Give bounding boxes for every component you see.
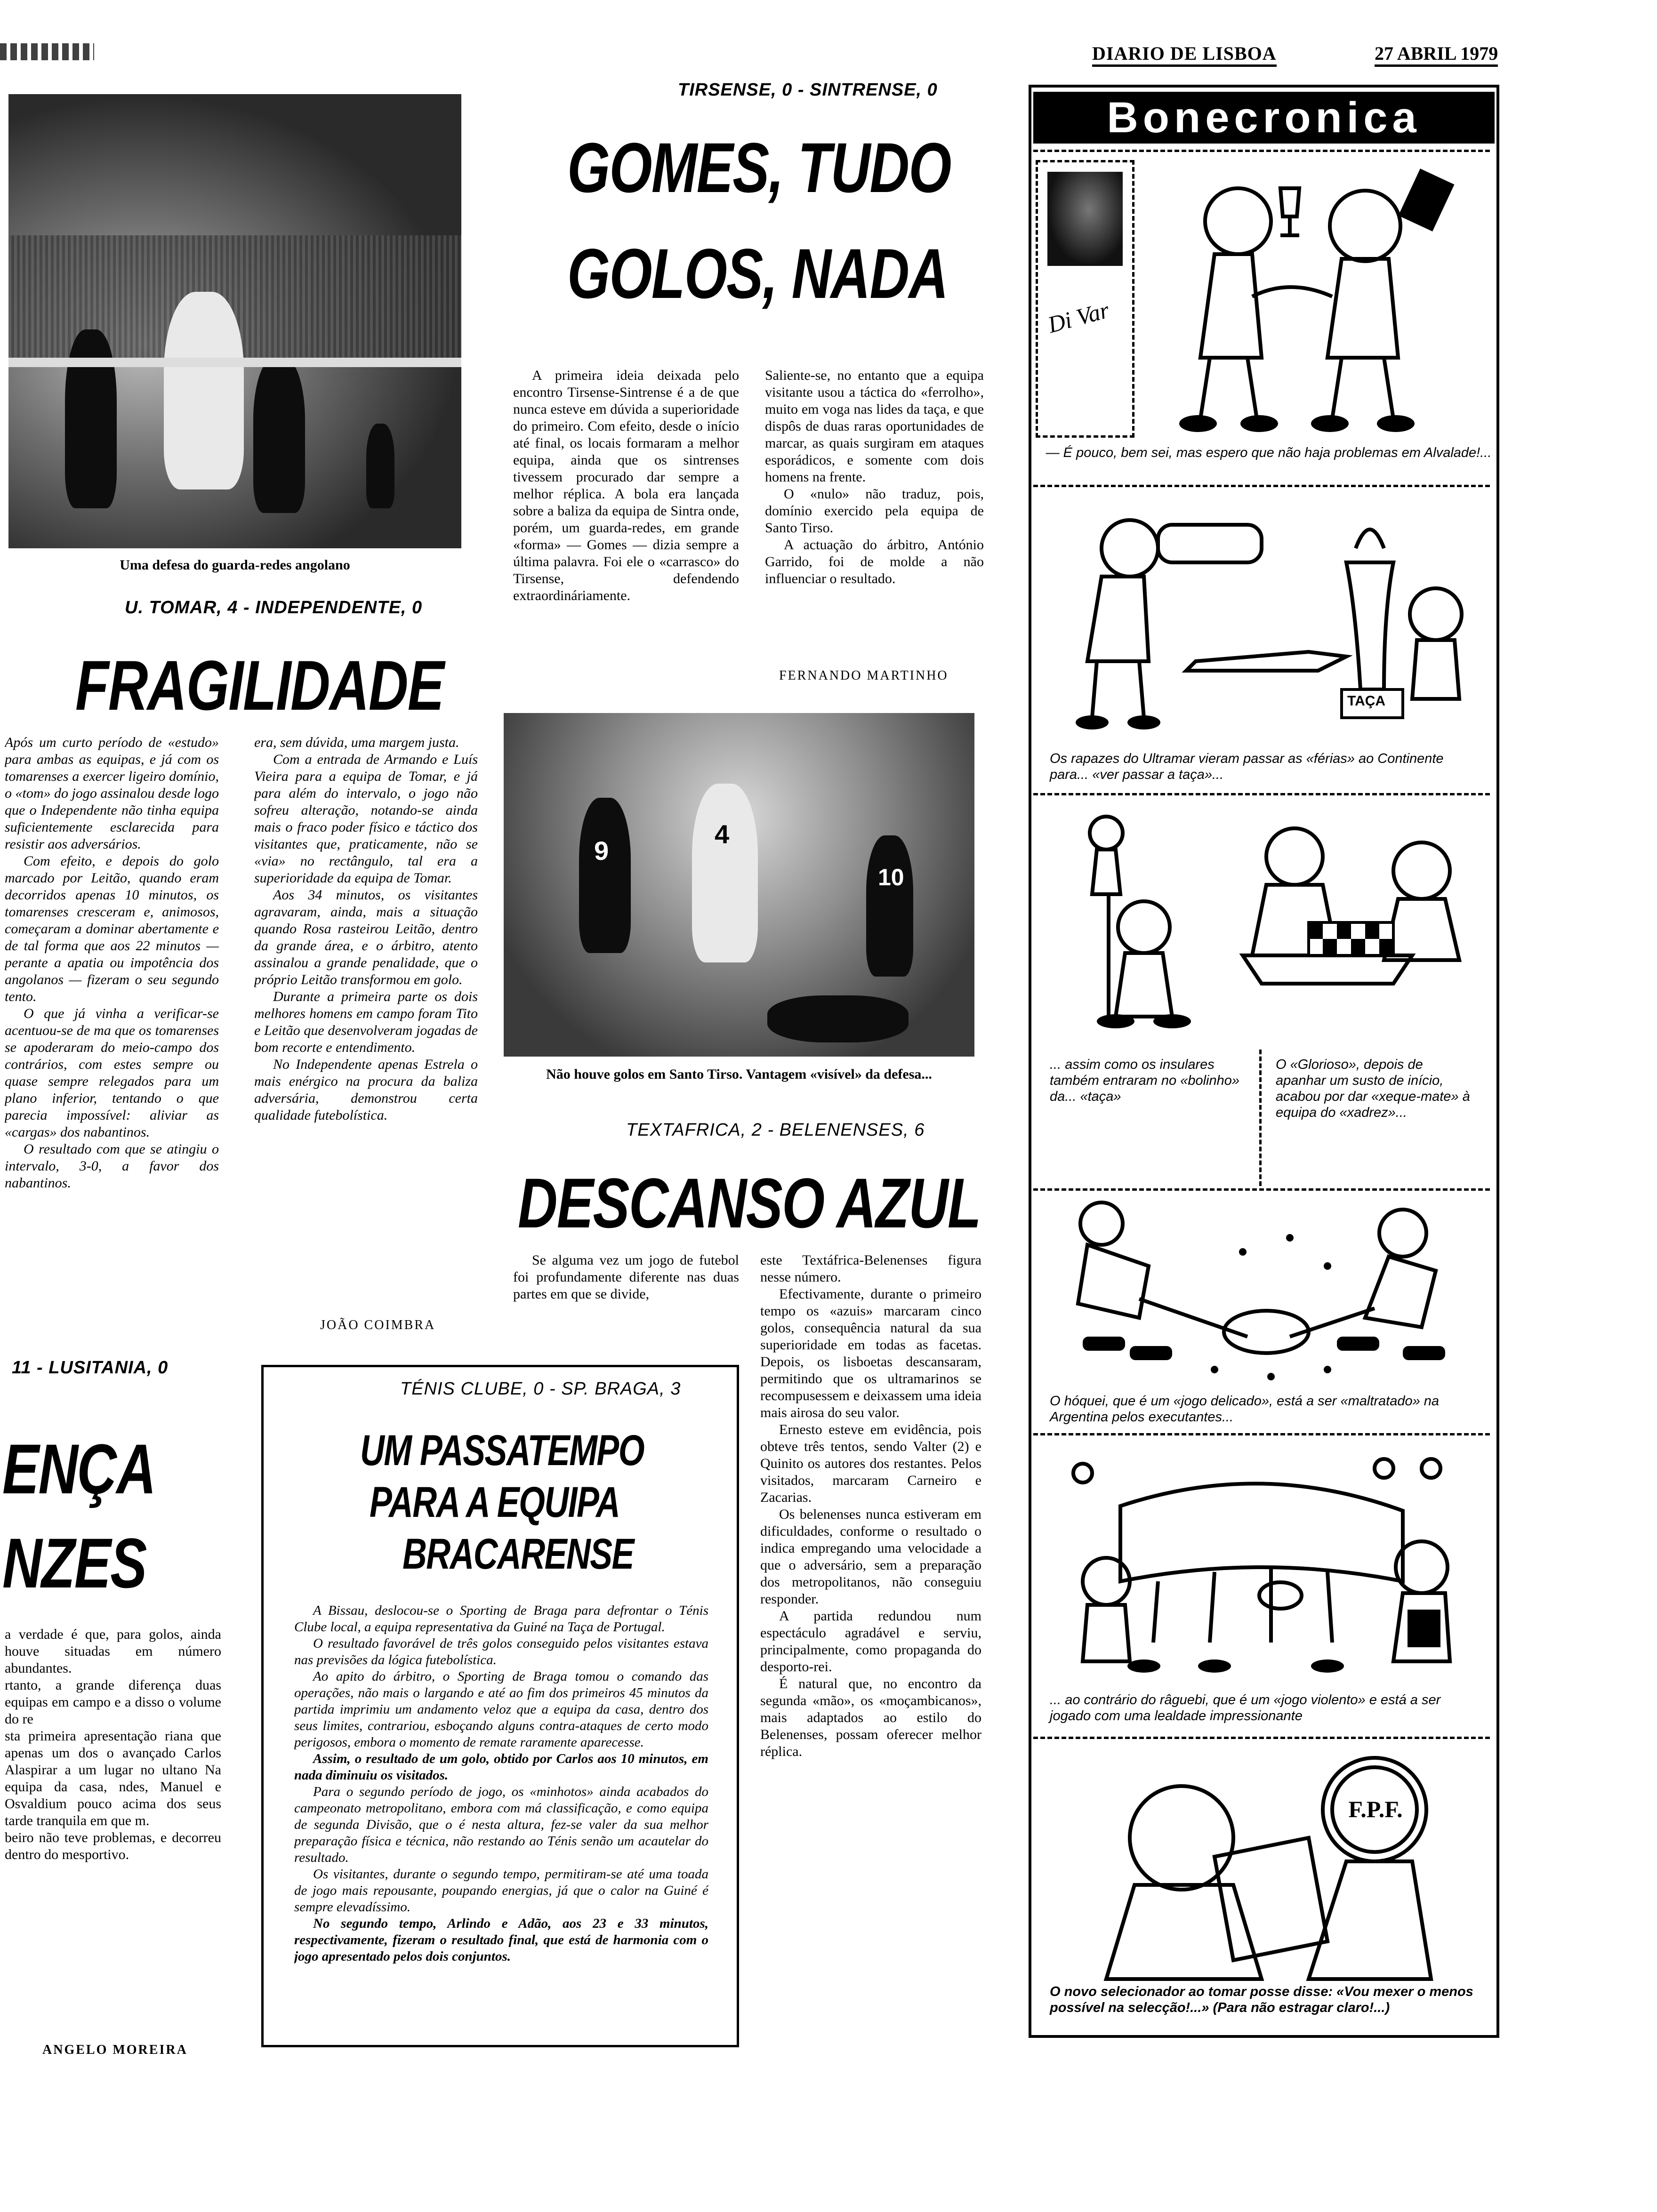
player-number: 9: [594, 836, 609, 866]
artist-portrait: [1047, 172, 1123, 266]
paragraph: No segundo tempo, Arlindo e Adão, aos 23 e 33 minutos, respectivamente, fizeram o resultado final, que está de harmonia com o jogo apresentado pelos dois conjuntos.: [294, 1916, 708, 1964]
paragraph: O que já vinha a verificar-se acentuou-se de ma que os tomarenses se apoderaram do meio-campo dos contrários, com estes sempre ou quase sempre relegados para um plano inferior, tentando o que parecia impossível: aliviar as «cargas» dos nabantinos.: [5, 1006, 219, 1140]
headline-bracarense: BRACARENSE: [402, 1530, 634, 1578]
photo-goalkeeper: [164, 292, 244, 489]
panel-divider: [1033, 1188, 1490, 1191]
fpf-badge-label: F.P.F.: [1348, 1796, 1403, 1822]
headline-descanso-azul: DESCANSO AZUL: [518, 1163, 981, 1242]
paragraph: beiro não teve problemas, e decorreu dentro do mesportivo.: [5, 1830, 221, 1862]
result-tenis-clube: TÉNIS CLUBE, 0 - SP. BRAGA, 3: [400, 1379, 681, 1399]
panel-vertical-divider: [1259, 1050, 1262, 1186]
article-tomar-col1: [5, 734, 219, 1332]
panel-divider: [1033, 485, 1490, 487]
result-tirsense: TIRSENSE, 0 - SINTRENSE, 0: [678, 80, 938, 100]
headline-gomes-tudo: GOMES, TUDO: [567, 128, 951, 207]
article-tomar-col2: [254, 734, 478, 1313]
headline-enca: ENÇA: [2, 1429, 156, 1508]
signature-joao-coimbra: JOÃO COIMBRA: [320, 1318, 436, 1332]
paragraph: No Independente apenas Estrela o mais enérgico na procura da baliza adversária, demonstrou certa qualidade futebolística.: [254, 1057, 478, 1123]
photo-player: [65, 329, 117, 508]
photo-fallen-player: [767, 995, 909, 1042]
paragraph: A partida redundou num espectáculo agradável e serviu, principalmente, como propaganda do desporto-rei.: [760, 1608, 981, 1675]
artist-signature: Di Var: [1045, 296, 1112, 338]
paragraph: O resultado com que se atingiu o intervalo, 3-0, a favor dos nabantinos.: [5, 1141, 219, 1191]
panel-divider: [1033, 1433, 1490, 1435]
player-number: 10: [878, 864, 904, 890]
headline-golos-nada: GOLOS, NADA: [567, 234, 948, 313]
cartoon-caption-5: O hóquei, que é um «jogo delicado», está a ser «maltratado» na Argentina pelos executantes...: [1050, 1394, 1440, 1425]
photo-player: [579, 798, 631, 953]
panel-divider: [1033, 793, 1490, 795]
panel-divider: [1033, 1737, 1490, 1739]
paragraph: Se alguma vez um jogo de futebol foi profundamente diferente nas duas partes em que se divide,: [513, 1252, 739, 1302]
result-textafrica: TEXTAFRICA, 2 - BELENENSES, 6: [626, 1120, 925, 1140]
paragraph: Ao apito do árbitro, o Sporting de Braga tomou o comando das operações, não mais o largando e até ao fim dos primeiros 45 minutos da partida imprimiu um andamento veloz que a equipa da casa, dentro dos seus limites, contrariou, esboçando alguns contra-ataques de certo modo perigosos, embora o momento de remate raramente aparecesse.: [294, 1669, 708, 1750]
masthead-fragment: [0, 43, 94, 60]
cartoon-rugby-scrum: [1045, 1440, 1488, 1685]
cartoon-caption-7: O novo selecionador ao tomar posse disse: «Vou mexer o menos possível na selecção!...» (Para não estragar claro!...): [1050, 1984, 1473, 2015]
photo-goalpost: [8, 358, 461, 367]
paragraph: O «nulo» não traduz, pois, domínio exercido pela equipa de Santo Tirso.: [765, 486, 984, 536]
article-tirsense-col2: [765, 367, 984, 668]
player-number: 4: [715, 819, 730, 849]
photo-player: [866, 835, 913, 977]
headline-nzes: NZES: [2, 1523, 146, 1603]
paragraph: O resultado favorável de três golos conseguido pelos visitantes estava nas previsões da lógica futebolística.: [294, 1636, 708, 1667]
paragraph: Com a entrada de Armando e Luís Vieira para a equipa de Tomar, e já para além do intervalo, o jogo não sofreu alteração, notando-se ainda mais o fraco poder físico e táctico dos visitantes que, praticamente, não se «via» no rectângulo, tal era a superioridade da equipa de Tomar.: [254, 752, 478, 886]
cartoon-trophy-argument: [1144, 155, 1492, 438]
signature-fernando-martinho: FERNANDO MARTINHO: [779, 668, 949, 683]
header-date: 27 ABRIL 1979: [1375, 42, 1498, 67]
paragraph: Saliente-se, no entanto que a equipa visitante usou a táctica do «ferrolho», muito em voga nas lides da taça, e que dispôs de duas raras oportunidades de marcar, as quais surgiram em ataques esporádicos, e somente com dois homens na frente.: [765, 368, 984, 485]
cup-plate-label: TAÇA: [1347, 693, 1386, 709]
photo-santo-tirso-match: [504, 713, 974, 1057]
cartoon-new-coach: [1064, 1744, 1478, 1988]
bonecronica-title: Bonecronica: [1033, 92, 1495, 144]
boxed-article-braga: [261, 1365, 739, 2047]
paragraph: A Bissau, deslocou-se o Sporting de Braga para defrontar o Ténis Clube local, a equipa representativa da Guiné na Taça de Portugal.: [294, 1603, 708, 1635]
photo-caption-left: Uma defesa do guarda-redes angolano: [120, 557, 350, 573]
paragraph: É natural que, no encontro da segunda «mão», os «moçambicanos», mais adaptados ao estilo do Belenenses, possam oferecer melhor réplica.: [760, 1676, 981, 1759]
paragraph: era, sem dúvida, uma margem justa.: [254, 735, 459, 750]
title-dashed-rule: [1033, 150, 1490, 152]
cartoon-caption-3: ... assim como os insulares também entraram no «bolinho» da... «taça»: [1050, 1057, 1240, 1104]
photo-player: [692, 784, 758, 962]
headline-um-passatempo: UM PASSATEMPO: [360, 1427, 644, 1475]
photo-player: [366, 424, 394, 508]
artist-portrait-box: [1036, 160, 1134, 438]
paragraph: este Textáfrica-Belenenses figura nesse número.: [760, 1252, 981, 1285]
cartoon-caption-1: — É pouco, bem sei, mas espero que não haja problemas em Alvalade!...: [1046, 445, 1492, 460]
paragraph: Após um curto período de «estudo» para ambas as equipas, e já com os tomarenses a exercer ligeiro domínio, o «tom» do jogo assinalou desde logo que o Independente não tinha equipa suficientemente esclarecida para resistir aos adversários.: [5, 735, 219, 852]
cartoon-hockey-players: [1045, 1195, 1488, 1384]
paragraph: Efectivamente, durante o primeiro tempo os «azuis» marcaram cinco golos, consequência natural da sua superioridade em todas as facetas. Depois, os lisboetas descansaram, permitindo que os ultramarinos se recompusessem e deixassem uma ideia mais airosa do seu valor.: [760, 1286, 981, 1420]
result-tomar: U. TOMAR, 4 - INDEPENDENTE, 0: [125, 598, 423, 617]
article-textafrica-col2: [760, 1252, 981, 2052]
cartoon-caption-2: Os rapazes do Ultramar vieram passar as «férias» ao Continente para... «ver passar a taça»...: [1050, 751, 1444, 782]
paragraph: Durante a primeira parte os dois melhores homens em campo foram Tito e Leitão que desenvolveram jogadas de bom recorte e entendimento.: [254, 989, 478, 1055]
paragraph: Ernesto esteve em evidência, pois obteve três tentos, sendo Valter (2) e Quinito os autores dos restantes. Pelos visitados, marcaram Carneiro e Zacarias.: [760, 1422, 981, 1505]
header-paper-name: DIARIO DE LISBOA: [1092, 42, 1277, 67]
paragraph: Os visitantes, durante o segundo tempo, permitiram-se até uma toada de jogo mais repousante, poupando energias, já que o calor na Guiné é sempre elevadíssimo.: [294, 1867, 708, 1915]
paragraph: Com efeito, e depois do golo marcado por Leitão, quando eram decorridos apenas 10 minutos, os tomarenses cresceram e, animosos, começaram a dominar abertamente e de tal forma que aos 22 minutos — perante a apatia ou impotência dos angolanos — fizeram o seu segundo tento.: [5, 853, 219, 1004]
paragraph: rtanto, a grande diferença duas equipas em campo e a disso o volume do re: [5, 1677, 221, 1727]
paragraph: Os belenenses nunca estiveram em dificuldades, conforme o resultado o indica empregando uma velocidade a que o adversário, sem a preparação dos metropolitanos, não conseguiu responder.: [760, 1507, 981, 1607]
photo-goalkeeper-save: [8, 94, 461, 548]
headline-para-a-equipa: PARA A EQUIPA: [370, 1478, 620, 1526]
headline-fragilidade: FRAGILIDADE: [75, 646, 444, 725]
result-lusitania: 11 - LUSITANIA, 0: [12, 1358, 169, 1378]
paragraph: Para o segundo período de jogo, os «minhotos» ainda acabados do campeonato metropolitano, embora com má classificação, e como equipa de segunda Divisão, que o é nesta altura, fez-se valer da sua melhor preparação física e técnica, não restando ao Ténis senão um acautelar do resultado.: [294, 1784, 708, 1865]
cartoon-caption-4: O «Glorioso», depois de apanhar um susto de início, acabou por dar «xeque-mate» à equipa do «xadrez»...: [1276, 1057, 1470, 1120]
boxed-article-text: [294, 1603, 708, 2026]
article-tirsense-col1: [513, 367, 739, 697]
cartoon-caption-6: ... ao contrário do râguebi, que é um «jogo violento» e está a ser jogado com uma lealdade impressionante: [1050, 1692, 1441, 1723]
article-lusitania-col: [5, 1626, 221, 2031]
photo-caption-middle: Não houve golos em Santo Tirso. Vantagem «visível» da defesa...: [546, 1066, 932, 1082]
photo-player: [253, 358, 305, 513]
paragraph: Assim, o resultado de um golo, obtido por Carlos aos 10 minutos, em nada diminuiu os visitados.: [294, 1751, 708, 1783]
paragraph: sta primeira apresentação riana que apenas um dos o avançado Carlos Alaspirar a um lugar no ultano Na equipa da casa, ndes, Manuel e Osvaldium pouco acima dos seus tarde tranquila em que m.: [5, 1728, 221, 1828]
paragraph: a verdade é que, para golos, ainda houve situadas em número abundantes.: [5, 1627, 221, 1676]
article-textafrica-col1: [513, 1252, 739, 1346]
paragraph: A actuação do árbitro, António Garrido, foi de molde a não influenciar o resultado.: [765, 537, 984, 586]
paragraph: A primeira ideia deixada pelo encontro Tirsense-Sintrense é a de que nunca esteve em dúvida a superioridade do primeiro. Com efeito, desde o início até final, os locais formaram a melhor equipa, ainda que os sintrenses tivessem procurado dar sempre a melhor réplica. A bola era lançada sobre a baliza da equipa de Sintra onde, porém, um guarda-redes, em grande «forma» — Gomes — dizia sempre a última palavra. Foi ele o «carrasco» do Tirsense, defendendo extraordináriamente.: [513, 368, 739, 603]
cartoon-binoculars-cup: [1054, 492, 1478, 732]
paragraph: Aos 34 minutos, os visitantes agravaram, ainda, mais a situação quando Rosa rasteirou Leitão, dentro da grande área, e o árbitro, atento assinalou a grande penalidade, que o próprio Leitão transformou em golo.: [254, 887, 478, 987]
signature-angelo-moreira: ANGELO MOREIRA: [42, 2043, 188, 2057]
cartoon-islanders-chess: [1045, 805, 1488, 1045]
